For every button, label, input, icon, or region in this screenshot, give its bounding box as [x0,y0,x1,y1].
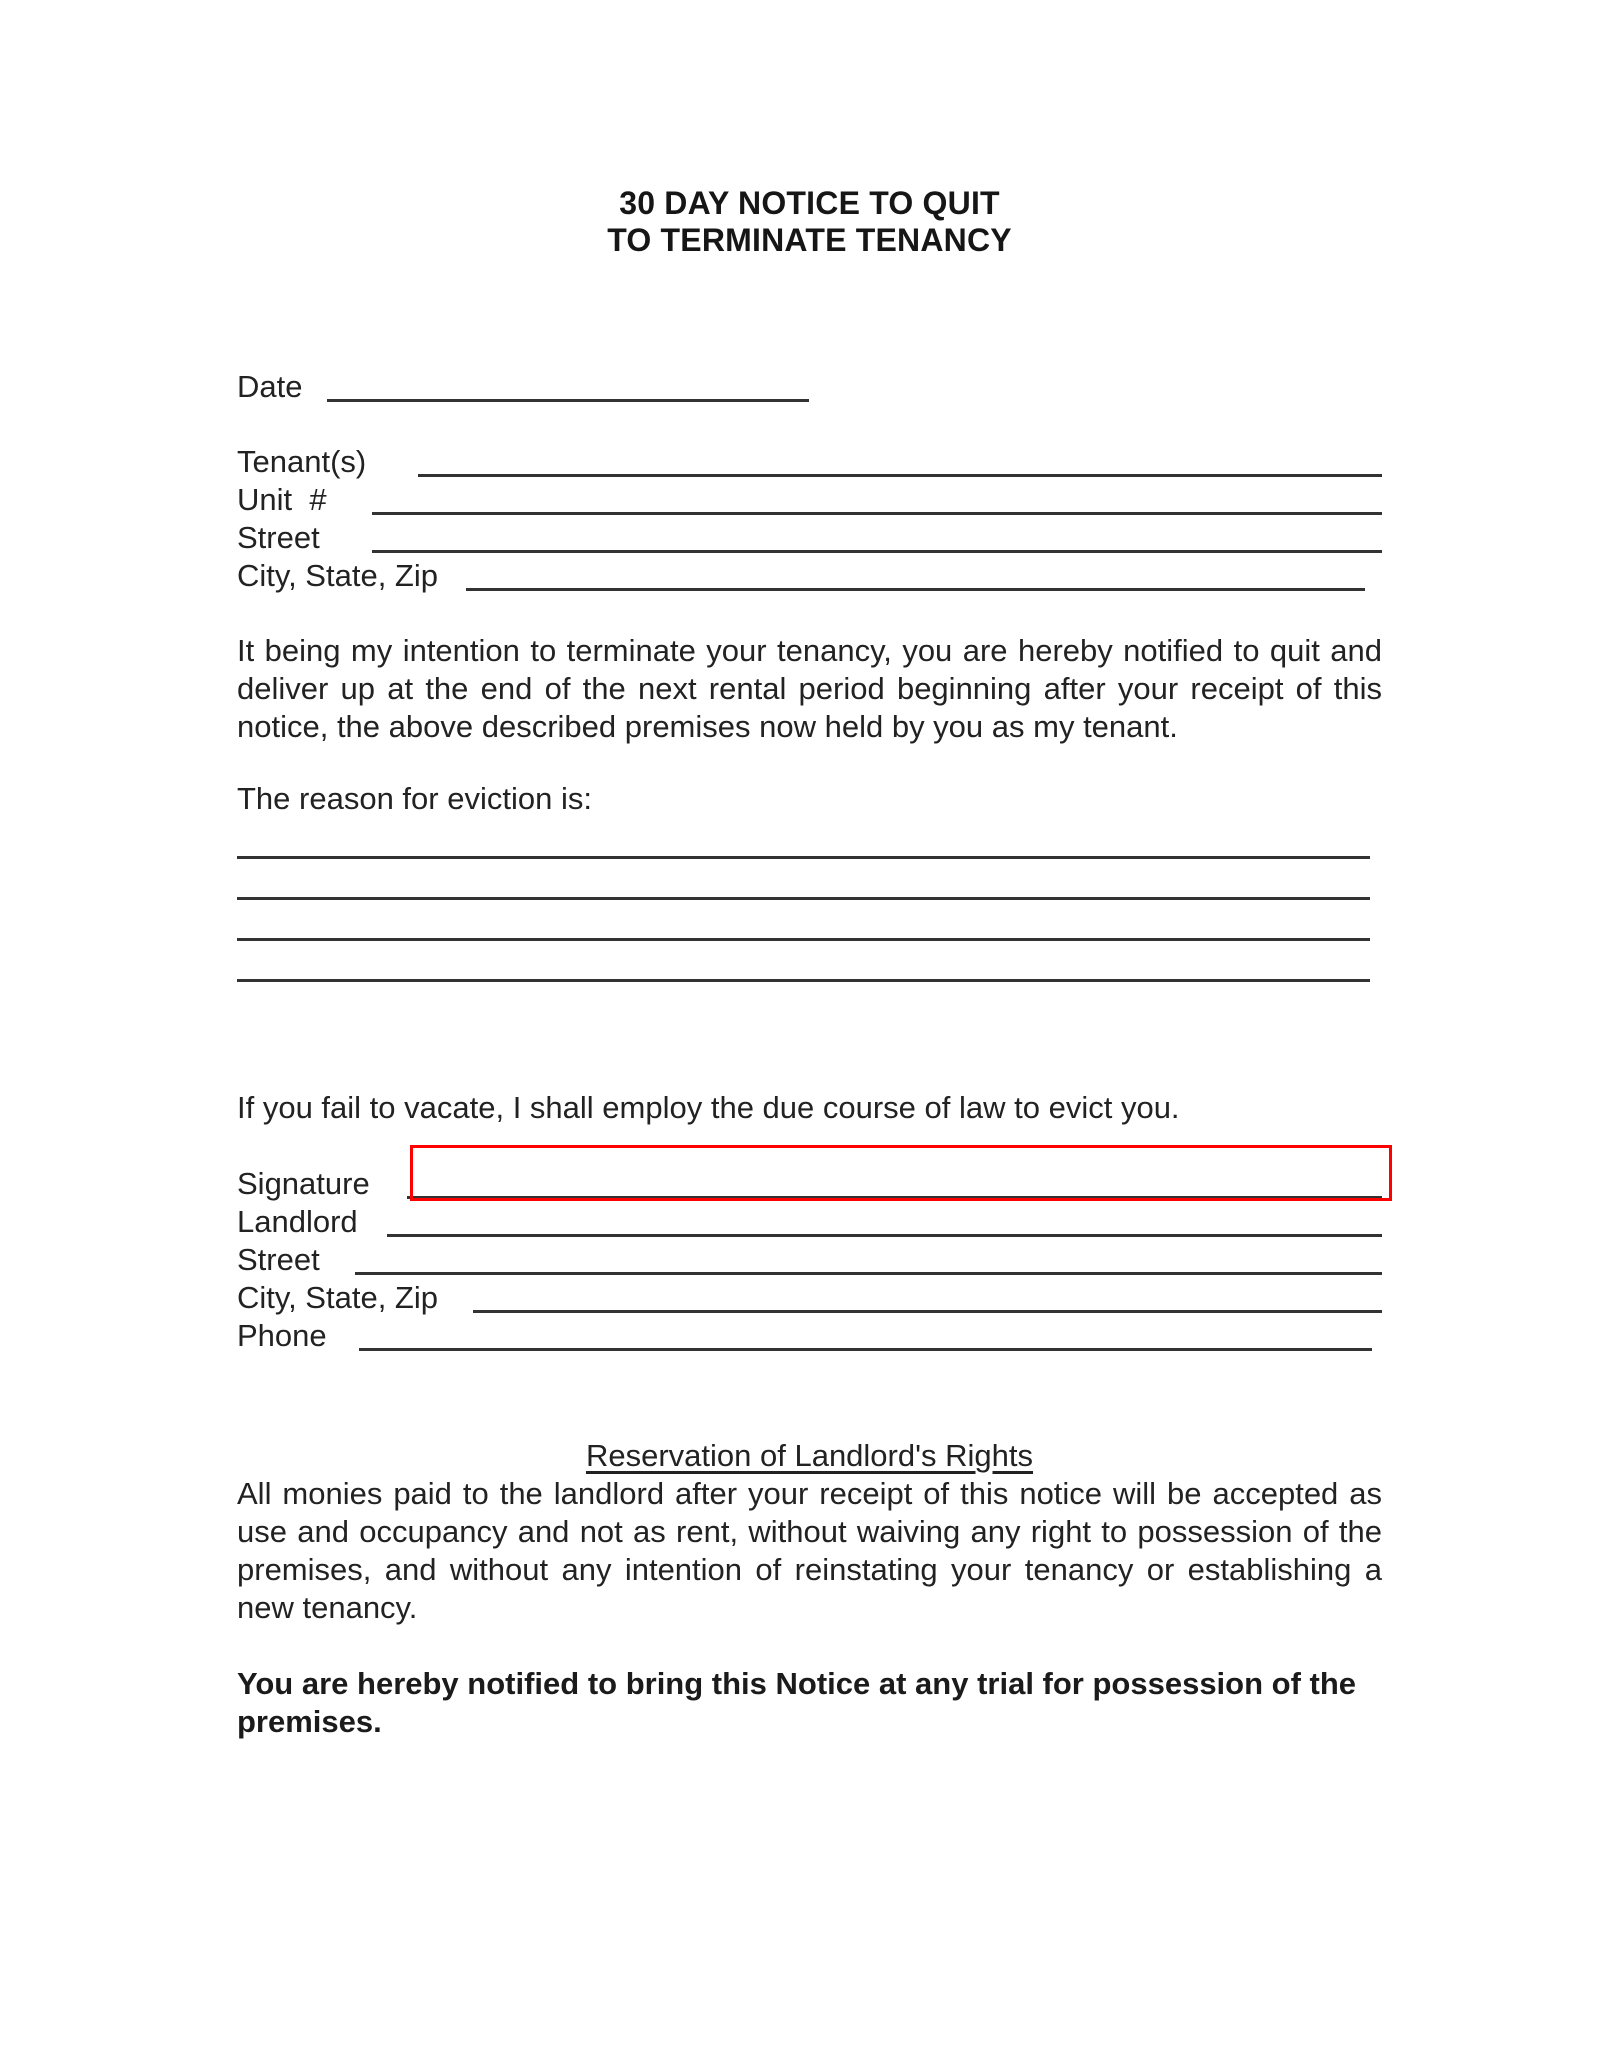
tenants-input-line[interactable] [418,474,1382,477]
landlord-street-input-line[interactable] [355,1272,1382,1275]
landlord-field-label: Landlord [237,1204,358,1239]
reason-blank-line-4[interactable] [237,941,1370,982]
landlord-city-state-zip-input-line[interactable] [473,1310,1382,1313]
document-title [237,185,1382,259]
tenants-field-row [237,442,1382,480]
tenant-street-field-row [237,518,1382,556]
signature-field-highlight-box [410,1145,1392,1201]
landlord-street-field-row [237,1240,1382,1278]
tenant-city-state-zip-input-line[interactable] [466,588,1365,591]
landlord-input-line[interactable] [387,1234,1382,1237]
phone-field-label: Phone [237,1318,327,1353]
tenant-city-state-zip-field-row [237,556,1382,594]
reason-blank-line-3[interactable] [237,900,1370,941]
phone-input-line[interactable] [359,1348,1372,1351]
eviction-reason-label: The reason for eviction is: [237,781,592,816]
tenants-field-label: Tenant(s) [237,444,367,479]
document-title-line1: 30 DAY NOTICE TO QUIT [619,185,1000,221]
landlord-signature-block [237,1164,1382,1354]
signature-field-row [237,1164,1382,1202]
unit-number-input-line[interactable] [372,512,1382,515]
vacate-warning-sentence: If you fail to vacate, I shall employ the due course of law to evict you. [237,1090,1180,1125]
tenant-street-input-line[interactable] [372,550,1382,553]
landlord-city-state-zip-field-label: City, State, Zip [237,1280,438,1315]
reservation-rights-heading: Reservation of Landlord's Rights [585,1438,1034,1473]
signature-field-label: Signature [237,1166,370,1201]
landlord-field-row [237,1202,1382,1240]
bring-notice-bold-text: You are hereby notified to bring this Notice at any trial for possession of the premises. [237,1666,1357,1739]
landlord-city-state-zip-field-row [237,1278,1382,1316]
unit-number-field-label: Unit # [237,482,327,517]
tenant-city-state-zip-field-label: City, State, Zip [237,558,438,593]
eviction-reason-lines [237,818,1382,982]
intent-paragraph: It being my intention to terminate your tenancy, you are hereby notified to quit and deliver up at the end of the next rental period beginning after your receipt of this notice, the above described premises now held by you as my tenant. [237,633,1382,744]
tenant-address-block [237,442,1382,594]
reason-blank-line-1[interactable] [237,818,1370,859]
date-field-label: Date [237,369,303,404]
phone-field-row [237,1316,1382,1354]
unit-number-field-row [237,480,1382,518]
date-input-line[interactable] [327,399,809,402]
reservation-rights-paragraph: All monies paid to the landlord after your receipt of this notice will be accepted as use and occupancy and not as rent, without waiving any right to possession of the premises, and without any intention of reinstating your tenancy or establishing a new tenancy. [237,1476,1382,1625]
signature-input-line[interactable] [407,1196,1382,1199]
date-field-row [237,367,1382,405]
landlord-street-field-label: Street [237,1242,320,1277]
tenant-street-field-label: Street [237,520,320,555]
document-title-line2: TO TERMINATE TENANCY [607,222,1012,258]
reason-blank-line-2[interactable] [237,859,1370,900]
